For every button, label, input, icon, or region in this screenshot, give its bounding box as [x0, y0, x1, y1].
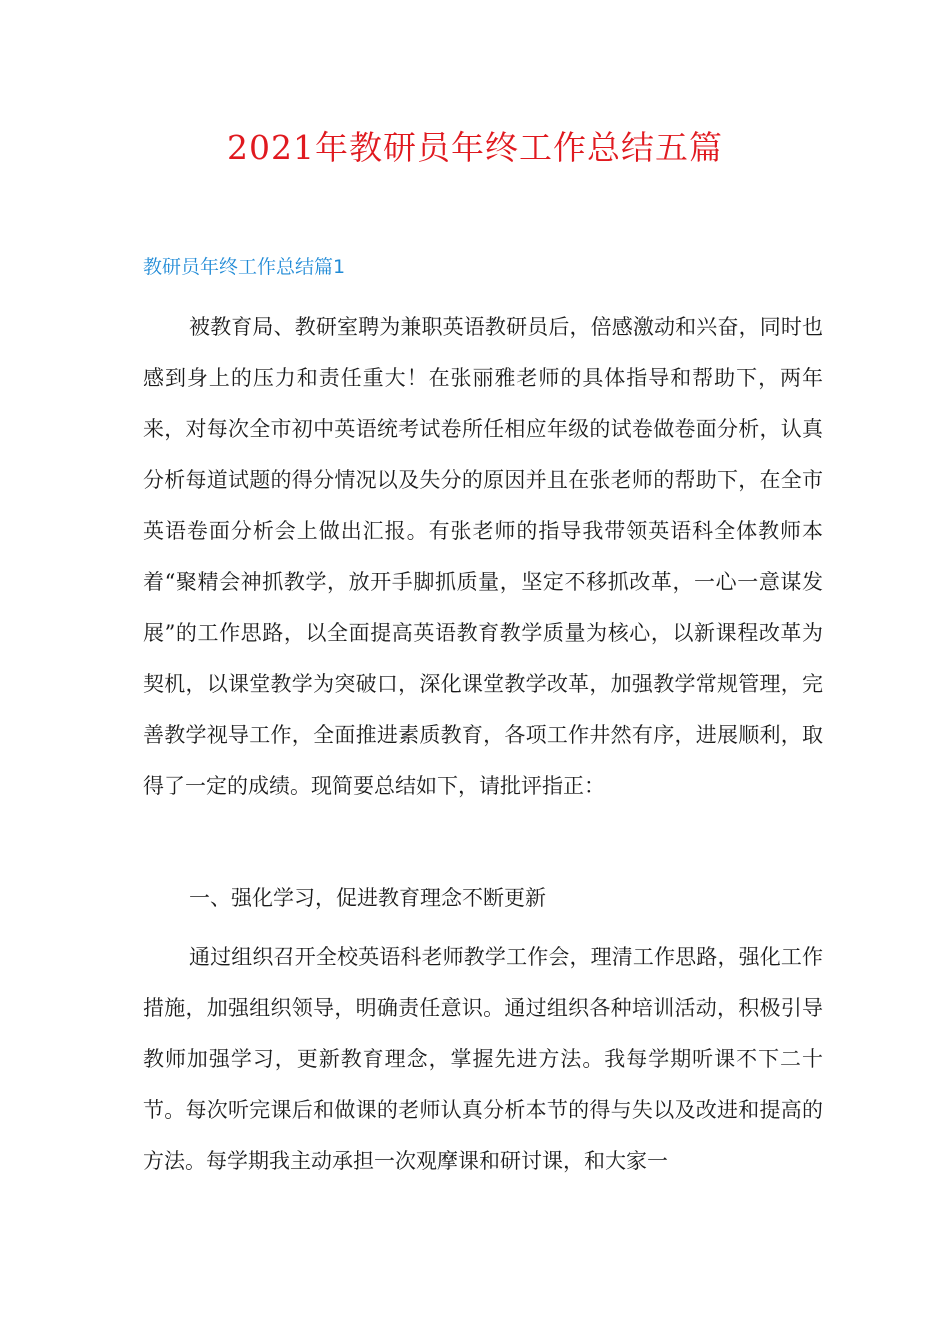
section-heading: 教研员年终工作总结篇1	[143, 256, 346, 278]
subheading-one: 一、强化学习，促进教育理念不断更新	[189, 886, 546, 910]
document-title: 2021年教研员年终工作总结五篇	[227, 128, 723, 167]
paragraph-intro: 被教育局、教研室聘为兼职英语教研员后，倍感激动和兴奋，同时也感到身上的压力和责任重大！在张丽雅老师的具体指导和帮助下，两年来，对每次全市初中英语统考试卷所任相应年级的试卷做卷面分析，认真分析每道试题的得分情况以及失分的原因并且在张老师的帮助下，在全市英语卷面分析会上做出汇报。有张老师的指导我带领英语科全体教师本着“聚精会神抓教学，放开手脚抓质量，坚定不移抓改革，一心一意谋发展”的工作思路，以全面提高英语教育教学质量为核心，以新课程改革为契机，以课堂教学为突破口，深化课堂教学改革，加强教学常规管理，完善教学视导工作，全面推进素质教育，各项工作井然有序，进展顺利，取得了一定的成绩。现简要总结如下，请批评指正：	[143, 315, 823, 798]
paragraph-learning: 通过组织召开全校英语科老师教学工作会，理清工作思路，强化工作措施，加强组织领导，明确责任意识。通过组织各种培训活动，积极引导教师加强学习，更新教育理念，掌握先进方法。我每学期听课不下二十节。每次听完课后和做课的老师认真分析本节的得与失以及改进和提高的方法。每学期我主动承担一次观摩课和研讨课，和大家一	[143, 945, 823, 1173]
